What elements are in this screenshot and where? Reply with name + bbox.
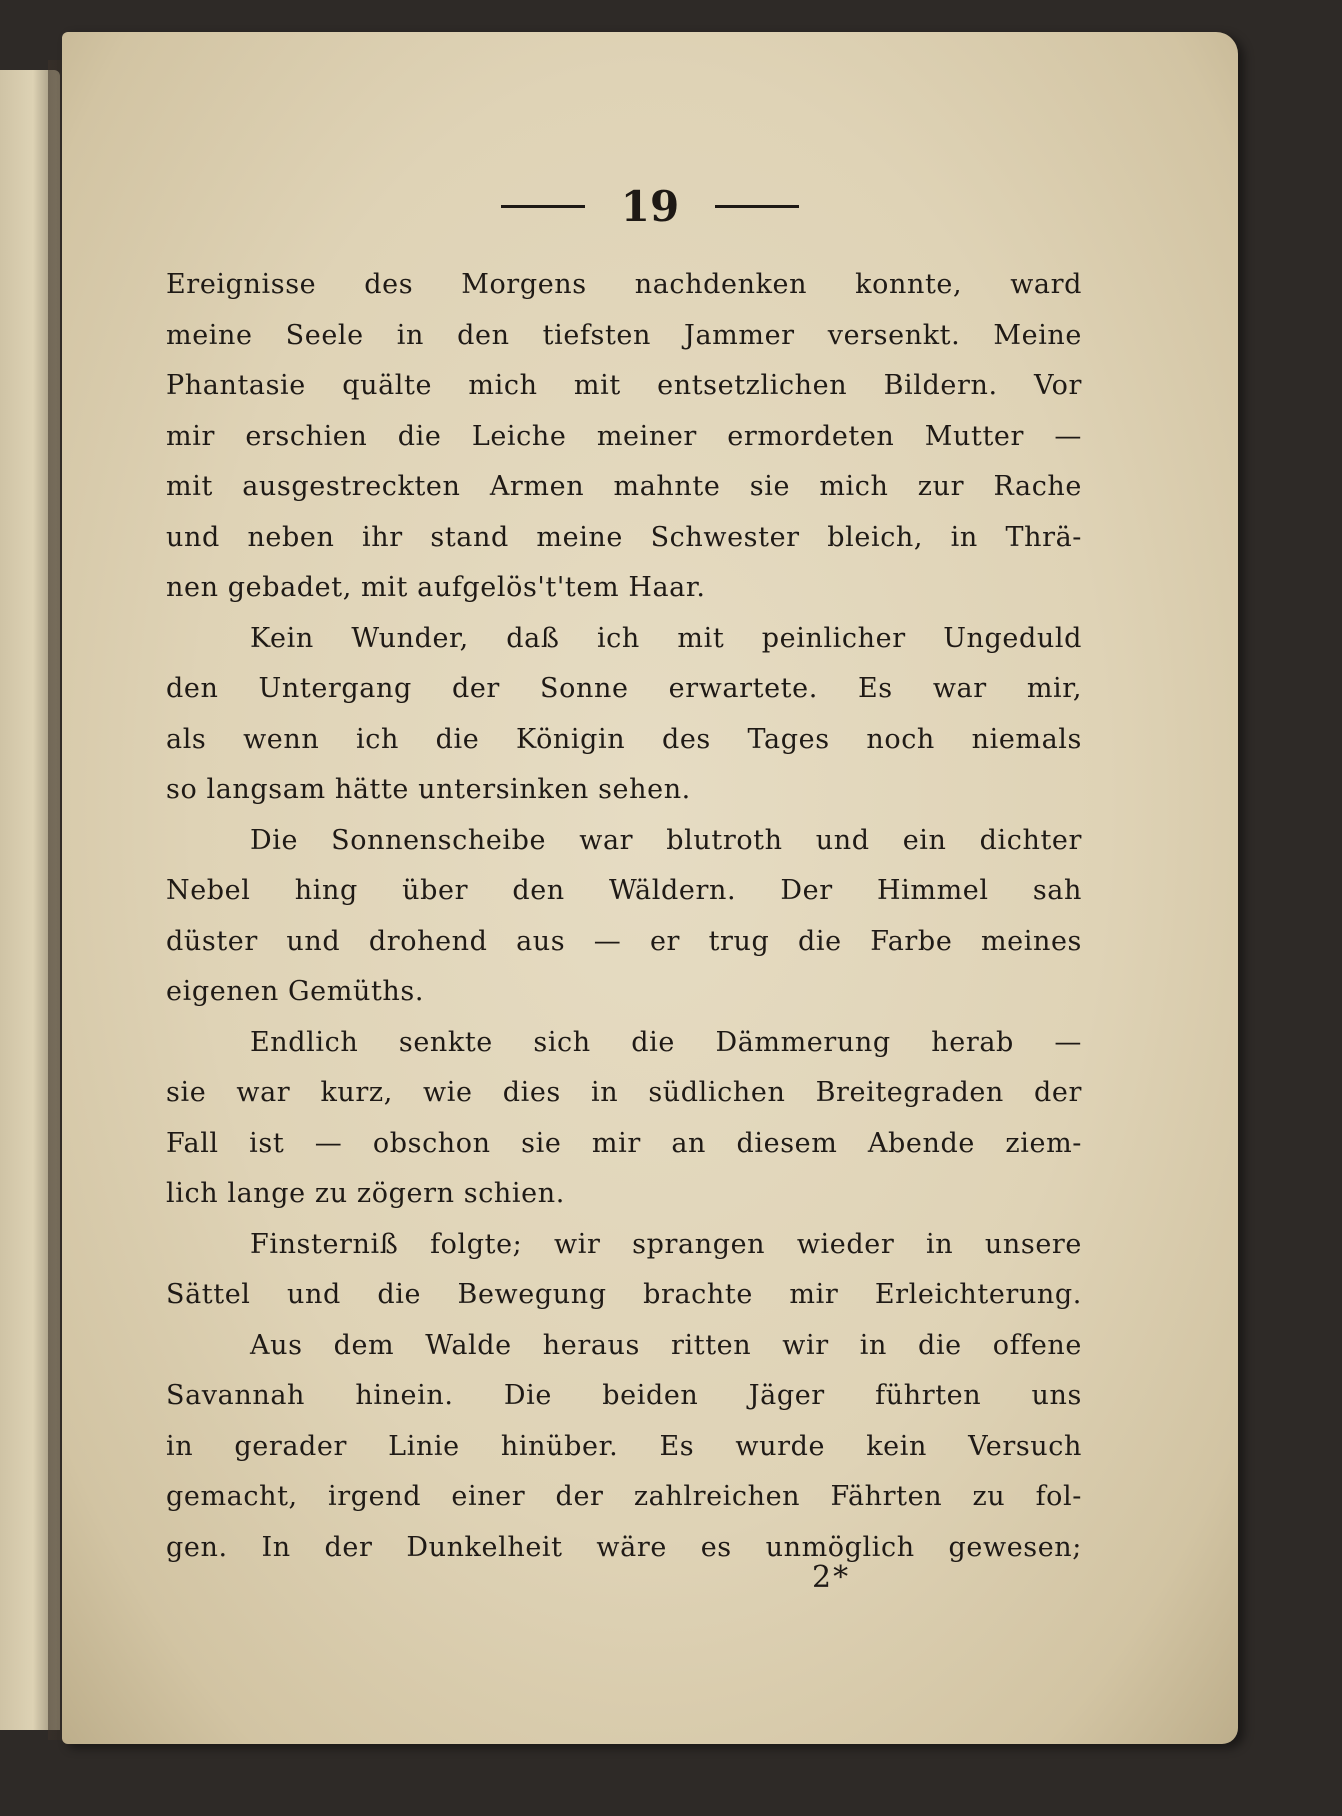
signature-mark: 2* bbox=[812, 1560, 851, 1595]
text-line: Kein Wunder, daß ich mit peinlicher Ungeduld bbox=[250, 622, 1082, 654]
text-line: Nebel hing über den Wäldern. Der Himmel sah bbox=[166, 875, 1082, 906]
text-line: mir erschien die Leiche meiner ermordeten Mutter — bbox=[166, 420, 1082, 452]
text-line: Sättel und die Bewegung brachte mir Erleichterung. bbox=[166, 1279, 1082, 1310]
text-line: meine Seele in den tiefsten Jammer versenkt. Meine bbox=[166, 319, 1082, 351]
book-page bbox=[62, 32, 1238, 1744]
text-line: düster und drohend aus — er trug die Farbe meines bbox=[166, 925, 1082, 957]
text-line: Savannah hinein. Die beiden Jäger führten uns bbox=[166, 1380, 1082, 1411]
header-rule-right bbox=[715, 205, 799, 208]
text-line: Fall ist — obschon sie mir an diesem Abende ziem- bbox=[166, 1127, 1082, 1159]
text-line: mit ausgestreckten Armen mahnte sie mich zur Rache bbox=[166, 471, 1082, 502]
text-line: gemacht, irgend einer der zahlreichen Fährten zu fol- bbox=[166, 1481, 1082, 1512]
text-line: nen gebadet, mit aufgelös't'tem Haar. bbox=[166, 572, 706, 603]
text-line: als wenn ich die Königin des Tages noch niemals bbox=[166, 723, 1082, 755]
text-line: lich lange zu zögern schien. bbox=[166, 1178, 565, 1209]
text-line: gen. In der Dunkelheit wäre es unmöglich gewesen; bbox=[166, 1531, 1082, 1563]
text-line: sie war kurz, wie dies in südlichen Breitegraden der bbox=[166, 1077, 1082, 1108]
text-line: Endlich senkte sich die Dämmerung herab — bbox=[250, 1026, 1082, 1058]
text-line: Die Sonnenscheibe war blutroth und ein dichter bbox=[250, 824, 1082, 856]
body-text bbox=[166, 260, 1082, 1573]
page-number: 19 bbox=[620, 182, 680, 231]
text-line: so langsam hätte untersinken sehen. bbox=[166, 774, 691, 805]
text-line: Phantasie quälte mich mit entsetzlichen Bildern. Vor bbox=[166, 370, 1082, 401]
text-line: Finsterniß folgte; wir sprangen wieder in unsere bbox=[250, 1228, 1082, 1260]
text-line: in gerader Linie hinüber. Es wurde kein Versuch bbox=[166, 1430, 1082, 1462]
text-line: und neben ihr stand meine Schwester bleich, in Thrä- bbox=[166, 521, 1082, 553]
text-line: den Untergang der Sonne erwartete. Es war mir, bbox=[166, 673, 1082, 704]
header-rule-left bbox=[501, 205, 585, 208]
page-header bbox=[62, 182, 1238, 231]
text-line: Ereignisse des Morgens nachdenken konnte, ward bbox=[166, 269, 1082, 300]
text-line: eigenen Gemüths. bbox=[166, 976, 425, 1007]
text-line: Aus dem Walde heraus ritten wir in die offene bbox=[250, 1329, 1082, 1361]
